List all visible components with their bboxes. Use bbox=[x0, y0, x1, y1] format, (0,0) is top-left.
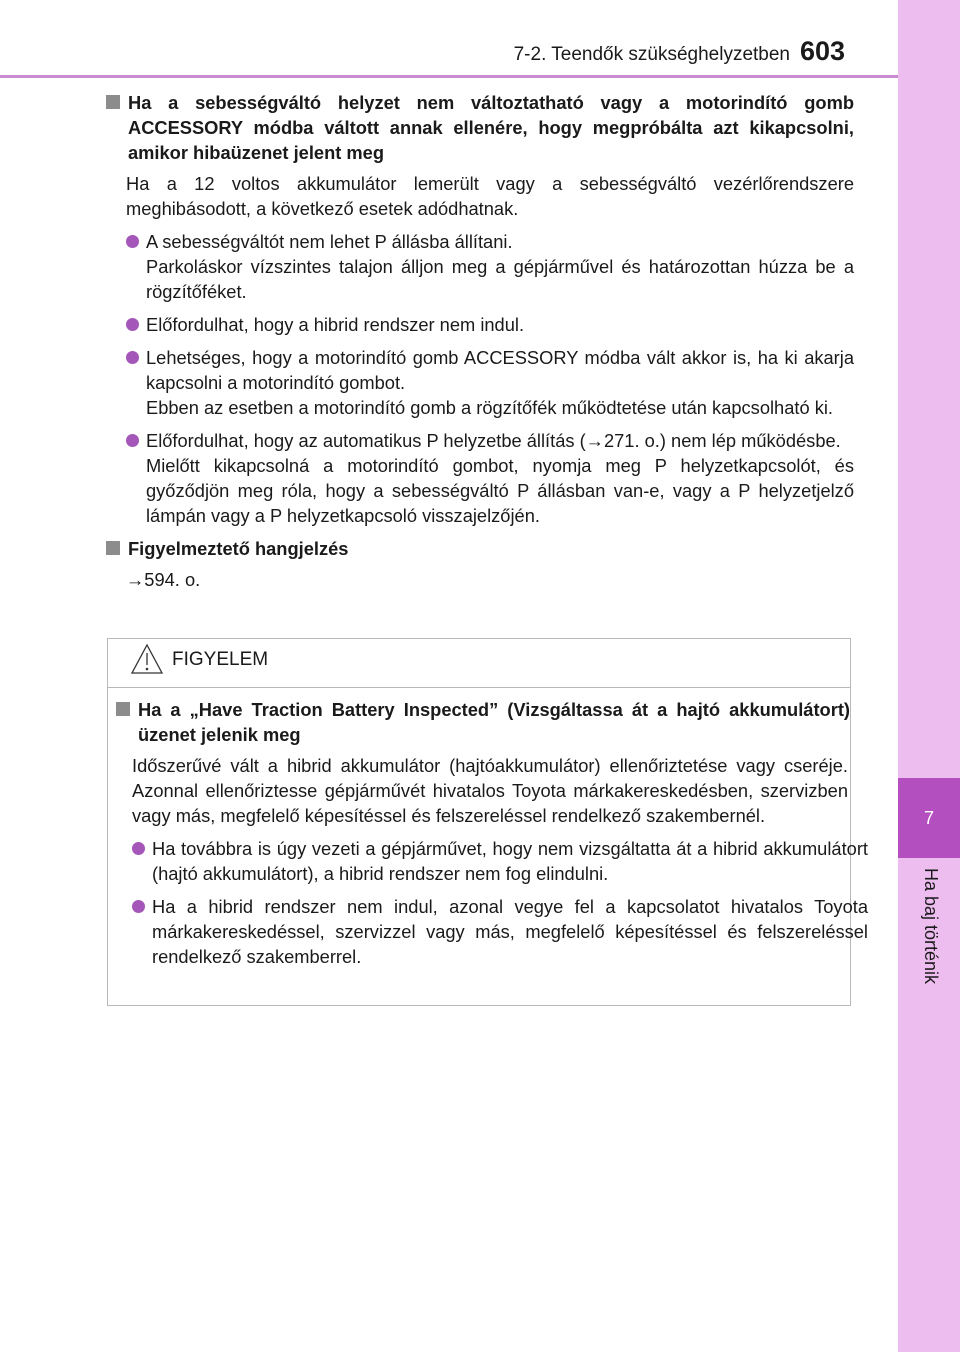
section-title: 7-2. Teendők szükséghelyzetben bbox=[513, 44, 790, 65]
warning-body bbox=[108, 697, 868, 977]
warning-box bbox=[107, 638, 868, 1006]
warning-triangle-icon bbox=[130, 643, 164, 675]
page-number: 603 bbox=[800, 36, 846, 66]
list-item-text: Ha a hibrid rendszer nem indul, azonal vegye fel a kapcsolatot hivatalos Toyota márkakereskedéssel, szervizzel vagy más, megfelelő képesítéssel és felszereléssel rendelkező szakemberrel. bbox=[152, 896, 868, 967]
round-bullet-icon bbox=[126, 235, 139, 248]
round-bullet-icon bbox=[132, 842, 145, 855]
header-divider bbox=[0, 75, 898, 78]
list-item bbox=[106, 345, 854, 420]
list-item-detail: Mielőtt kikapcsolná a motorindító gombot, nyomja meg P helyzetkapcsolót, és győződjön meg róla, hogy a sebességváltó P állásban van-e, vagy a P helyzetjelző lámpán vagy a P helyzetkapcsoló visszajelzőjén. bbox=[146, 455, 854, 526]
page-reference[interactable]: →594. o. bbox=[126, 569, 201, 590]
square-bullet-icon bbox=[106, 541, 120, 555]
section-heading-text: Ha a sebességváltó helyzet nem változtatható vagy a motorindító gomb ACCESSORY módba váltott annak ellenére, hogy megpróbálta azt kikapcsolni, amikor hibaüzenet jelent meg bbox=[128, 92, 854, 163]
list-item-text: Lehetséges, hogy a motorindító gomb ACCESSORY módba vált akkor is, ha ki akarja kapcsolni a motorindító gombot. bbox=[146, 347, 854, 393]
warning-text: Időszerűvé vált a hibrid akkumulátor (hajtóakkumulátor) ellenőriztetése vagy cseréje. Azonnal ellenőriztesse gépjárművét hivatalos Toyota márkakereskedésben, szervizben vagy más, megfelelő képesítéssel és felszereléssel rendelkező szakembernél. bbox=[132, 755, 848, 826]
main-content bbox=[106, 90, 854, 600]
square-bullet-icon bbox=[106, 95, 120, 109]
list-item-text: A sebességváltót nem lehet P állásba állítani. bbox=[146, 231, 513, 252]
list-item-text: Előfordulhat, hogy a hibrid rendszer nem indul. bbox=[146, 314, 525, 335]
warning-heading bbox=[116, 697, 850, 747]
list-item bbox=[106, 428, 854, 528]
list-item bbox=[106, 229, 854, 304]
chapter-side-tab bbox=[898, 0, 960, 1352]
square-bullet-icon bbox=[116, 702, 130, 716]
list-item bbox=[112, 836, 868, 886]
round-bullet-icon bbox=[126, 434, 139, 447]
list-item-detail: Parkoláskor vízszintes talajon álljon meg a gépjárművel és határozottan húzza be a rögzítőféket. bbox=[146, 256, 854, 302]
list-item bbox=[106, 312, 854, 337]
list-item-detail: Ebben az esetben a motorindító gomb a rögzítőfék működtetése után kapcsolható ki. bbox=[146, 397, 833, 418]
section-heading bbox=[106, 90, 854, 165]
warning-label: FIGYELEM bbox=[172, 649, 269, 670]
chapter-number-tab: 7 bbox=[898, 778, 960, 858]
section-heading bbox=[106, 536, 854, 561]
section-intro: Ha a 12 voltos akkumulátor lemerült vagy a sebességváltó vezérlőrendszere meghibásodott, a következő esetek adódhatnak. bbox=[126, 173, 854, 219]
list-item-text: Előfordulhat, hogy az automatikus P helyzetbe állítás (→271. o.) nem lép működésbe. bbox=[146, 430, 841, 451]
round-bullet-icon bbox=[126, 318, 139, 331]
list-item-text: Ha továbbra is úgy vezeti a gépjárművet, hogy nem vizsgáltatta át a hibrid akkumulátort (hajtó akkumulátort), a hibrid rendszer nem fog elindulni. bbox=[152, 838, 868, 884]
section-heading-text: Figyelmeztető hangjelzés bbox=[128, 538, 349, 559]
round-bullet-icon bbox=[126, 351, 139, 364]
chapter-title-label: Ha baj történik bbox=[921, 868, 941, 985]
warning-heading-text: Ha a „Have Traction Battery Inspected” (Vizsgáltassa át a hajtó akkumulátort) üzenet jelenik meg bbox=[138, 699, 850, 745]
list-item bbox=[112, 894, 868, 969]
round-bullet-icon bbox=[132, 900, 145, 913]
warning-header bbox=[108, 639, 850, 688]
